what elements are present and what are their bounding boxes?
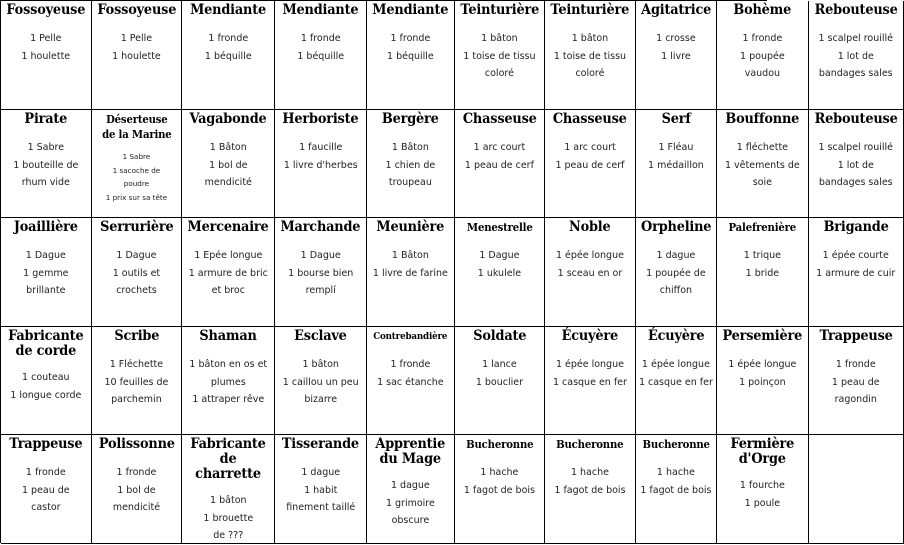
card-title: Shaman bbox=[199, 328, 257, 344]
card-item: castor bbox=[31, 502, 61, 513]
card-item: 1 Bâton bbox=[209, 142, 247, 153]
card-item: poudre bbox=[123, 179, 150, 188]
card-items bbox=[547, 30, 633, 83]
character-card bbox=[455, 110, 546, 218]
card-item: 1 scalpel rouillé bbox=[818, 33, 894, 44]
card-item: mendicité bbox=[112, 502, 161, 513]
card-item: 1 bouteille de bbox=[13, 159, 79, 171]
card-item: 1 peau de cerf bbox=[464, 159, 534, 171]
card-item: 1 poupée de bbox=[646, 267, 706, 279]
character-card bbox=[455, 435, 546, 544]
card-item: 1 scalpel rouillé bbox=[818, 142, 894, 153]
character-card bbox=[1, 110, 92, 218]
card-items bbox=[547, 464, 633, 499]
card-item: 1 poupée bbox=[740, 50, 785, 62]
card-item: 1 houlette bbox=[21, 50, 71, 62]
character-card bbox=[367, 218, 455, 327]
character-card bbox=[92, 218, 183, 327]
character-card bbox=[92, 327, 183, 435]
card-item: 1 bol de bbox=[209, 159, 248, 171]
card-item: coloré bbox=[575, 68, 605, 79]
card-items bbox=[719, 247, 806, 282]
character-card bbox=[809, 218, 904, 327]
card-item: 1 casque en fer bbox=[638, 376, 713, 388]
card-title: Mendiante bbox=[190, 2, 267, 18]
card-title: Fabricante de charrette bbox=[190, 436, 266, 482]
card-item: 1 Fléau bbox=[658, 142, 694, 153]
card-items bbox=[184, 139, 272, 192]
card-items bbox=[719, 356, 806, 391]
card-item: 1 sac étanche bbox=[377, 376, 444, 388]
card-item: 1 épée longue bbox=[641, 359, 710, 370]
card-title bbox=[814, 437, 897, 454]
character-card bbox=[92, 1, 183, 110]
character-card bbox=[275, 218, 367, 327]
card-title: Scribe bbox=[113, 328, 159, 344]
card-item: 1 bourse bien bbox=[288, 267, 354, 279]
card-item: ragondin bbox=[834, 394, 877, 405]
card-title: Contrebandière bbox=[373, 331, 448, 342]
character-card bbox=[809, 1, 904, 110]
card-item: 1 fagot de bois bbox=[463, 484, 535, 496]
card-item: 1 Dague bbox=[116, 250, 157, 261]
card-items bbox=[94, 150, 180, 204]
card-item: rhum vide bbox=[21, 177, 70, 188]
card-title: Serf bbox=[661, 111, 691, 127]
character-card bbox=[545, 1, 636, 110]
card-item: 1 bâton bbox=[571, 33, 609, 44]
card-items bbox=[3, 30, 89, 65]
card-items bbox=[638, 139, 714, 174]
card-items bbox=[94, 247, 180, 300]
card-title: Serrurière bbox=[99, 219, 174, 235]
card-items bbox=[369, 356, 452, 391]
card-title: Persemière bbox=[722, 328, 803, 344]
card-item: 1 Dague bbox=[25, 250, 66, 261]
character-card bbox=[1, 435, 92, 544]
card-title: Palefrenière bbox=[728, 221, 797, 234]
card-title: Polissonne bbox=[98, 436, 175, 452]
card-items bbox=[547, 356, 633, 391]
card-items bbox=[3, 369, 89, 404]
character-card bbox=[1, 1, 92, 110]
card-item: 1 couteau bbox=[22, 372, 70, 383]
card-item: parchemin bbox=[111, 394, 162, 405]
character-card bbox=[636, 218, 717, 327]
card-item: de ??? bbox=[213, 530, 244, 541]
card-title: Esclave bbox=[294, 328, 347, 344]
card-items bbox=[369, 139, 452, 192]
card-item: et broc bbox=[211, 285, 245, 296]
character-card bbox=[717, 435, 809, 544]
card-item: 1 béquille bbox=[387, 50, 434, 62]
card-item: 1 fronde bbox=[300, 33, 341, 44]
card-items bbox=[3, 139, 89, 192]
card-item: 1 fléchette bbox=[736, 142, 789, 153]
character-card bbox=[367, 110, 455, 218]
card-item: 1 arc court bbox=[564, 142, 616, 153]
card-item: bandages sales bbox=[818, 68, 893, 79]
card-title: Trappeuse bbox=[819, 328, 893, 344]
character-card bbox=[182, 1, 275, 110]
character-card bbox=[455, 1, 546, 110]
card-item: 1 fronde bbox=[208, 33, 249, 44]
card-item: 1 poinçon bbox=[739, 376, 786, 388]
card-items bbox=[184, 30, 272, 65]
card-item: crochets bbox=[116, 285, 157, 296]
card-item: remplí bbox=[305, 285, 336, 296]
character-card bbox=[367, 435, 455, 544]
card-items bbox=[277, 356, 364, 409]
character-card bbox=[809, 435, 904, 544]
card-item: 1 épée longue bbox=[555, 250, 624, 261]
card-title: Mercenaire bbox=[187, 219, 269, 235]
character-card bbox=[275, 110, 367, 218]
character-card bbox=[545, 435, 636, 544]
card-item: 1 bâton bbox=[481, 33, 518, 44]
card-item: bandages sales bbox=[818, 177, 893, 188]
card-item: 1 fagot de bois bbox=[640, 484, 712, 496]
card-item: 1 fronde bbox=[742, 33, 783, 44]
card-item: 1 houlette bbox=[112, 50, 161, 62]
card-title: Chasseuse bbox=[553, 111, 627, 127]
character-card bbox=[182, 218, 275, 327]
card-title: Rebouteuse bbox=[814, 111, 898, 127]
card-item: 1 lot de bbox=[837, 50, 874, 62]
card-item: 1 bâton en os et bbox=[189, 359, 268, 370]
card-items bbox=[638, 464, 714, 499]
card-item: 1 toise de tissu bbox=[463, 50, 536, 62]
card-title: Fabricante de corde bbox=[8, 328, 84, 359]
card-item: 1 grimoire bbox=[385, 497, 435, 509]
character-card bbox=[717, 327, 809, 435]
card-item: 1 épée longue bbox=[555, 359, 624, 370]
card-items bbox=[457, 356, 543, 391]
card-item: 1 armure de cuir bbox=[816, 267, 896, 279]
card-item: 1 Fléchette bbox=[109, 359, 164, 370]
character-card bbox=[367, 327, 455, 435]
card-items bbox=[3, 247, 89, 300]
character-card bbox=[636, 1, 717, 110]
card-item: 1 hache bbox=[480, 467, 519, 478]
card-items bbox=[638, 30, 714, 65]
character-card bbox=[545, 218, 636, 327]
card-item: 1 médaillon bbox=[648, 159, 704, 171]
card-item: 1 Bâton bbox=[391, 142, 429, 153]
card-items bbox=[638, 356, 714, 391]
card-item: 1 bride bbox=[745, 267, 780, 279]
card-item: 1 outils et bbox=[112, 267, 161, 279]
card-item: 1 attraper rêve bbox=[192, 394, 265, 405]
card-title: Teinturière bbox=[550, 2, 630, 18]
card-title: Herboriste bbox=[282, 111, 359, 127]
card-title: Fermière d'Orge bbox=[730, 436, 795, 467]
character-card bbox=[275, 435, 367, 544]
card-item: 1 prix sur sa tête bbox=[105, 192, 168, 202]
card-item: 1 Sabre bbox=[27, 142, 65, 153]
card-item: 1 peau de bbox=[831, 376, 880, 388]
character-card bbox=[717, 110, 809, 218]
card-title: Joaillière bbox=[13, 219, 78, 235]
card-item: 1 bouclier bbox=[475, 376, 523, 388]
card-item: 1 hache bbox=[570, 467, 609, 478]
card-items bbox=[457, 247, 543, 282]
card-items bbox=[811, 139, 901, 192]
card-item: 1 crosse bbox=[656, 33, 696, 44]
character-card bbox=[1, 218, 92, 327]
card-item: 1 fagot de bois bbox=[554, 484, 626, 496]
card-item: 1 béquille bbox=[297, 50, 345, 62]
card-title: Chasseuse bbox=[462, 111, 537, 127]
character-card bbox=[717, 1, 809, 110]
character-card bbox=[1, 327, 92, 435]
card-title: Menestrelle bbox=[466, 221, 533, 234]
card-title: Mendiante bbox=[282, 2, 359, 18]
card-item: obscure bbox=[391, 515, 430, 526]
character-card bbox=[545, 110, 636, 218]
card-items bbox=[719, 477, 806, 512]
card-item: 1 dague bbox=[390, 480, 430, 491]
card-items bbox=[547, 139, 633, 174]
card-item: 1 sacoche de bbox=[112, 165, 161, 175]
card-title: Fossoyeuse bbox=[97, 2, 176, 18]
card-item: 1 Epée longue bbox=[194, 250, 263, 261]
character-card bbox=[367, 1, 455, 110]
character-card bbox=[275, 1, 367, 110]
card-title: Mendiante bbox=[372, 2, 449, 18]
card-title: Marchande bbox=[280, 219, 361, 235]
card-item: finement taillé bbox=[286, 502, 356, 513]
card-title: Écuyère bbox=[561, 328, 619, 344]
card-item: chiffon bbox=[659, 285, 693, 296]
character-card bbox=[455, 218, 546, 327]
card-item: 1 arc court bbox=[473, 142, 526, 153]
card-items bbox=[719, 139, 806, 192]
character-card bbox=[809, 110, 904, 218]
card-items bbox=[638, 247, 714, 300]
card-title: Noble bbox=[569, 219, 611, 235]
card-item: 1 chien de bbox=[385, 159, 436, 171]
card-item: 1 habit bbox=[304, 484, 338, 496]
card-item: 1 peau de cerf bbox=[555, 159, 625, 171]
card-title: Trappeuse bbox=[9, 436, 83, 452]
card-item: 1 hache bbox=[656, 467, 695, 478]
card-title: Tisserande bbox=[282, 436, 360, 452]
card-title: Pirate bbox=[24, 111, 68, 127]
card-item: 1 ukulele bbox=[477, 267, 522, 279]
card-item: 1 Sabre bbox=[122, 152, 151, 161]
card-items bbox=[277, 247, 364, 300]
card-item: 1 fronde bbox=[835, 359, 876, 370]
card-item: 1 fronde bbox=[390, 33, 431, 44]
card-item: brillante bbox=[26, 285, 66, 296]
card-item: 1 livre d'herbes bbox=[283, 159, 358, 171]
card-title: Bergère bbox=[381, 111, 439, 127]
card-item: 1 caillou un peu bbox=[282, 376, 359, 388]
card-item: 1 brouette bbox=[203, 512, 254, 524]
character-card bbox=[636, 110, 717, 218]
card-item: 1 trique bbox=[743, 250, 781, 261]
card-item: 1 lance bbox=[482, 359, 517, 370]
card-items bbox=[457, 464, 543, 499]
card-items bbox=[94, 356, 180, 409]
card-item: 1 fronde bbox=[25, 467, 66, 478]
character-card bbox=[636, 435, 717, 544]
card-items bbox=[369, 477, 452, 530]
card-title: Teinturière bbox=[460, 2, 539, 18]
card-item: 1 peau de bbox=[21, 484, 70, 496]
card-item: 1 livre de farine bbox=[372, 267, 448, 279]
character-card bbox=[545, 327, 636, 435]
card-item: 1 bâton bbox=[302, 359, 339, 370]
card-title: Déserteuse de la Marine bbox=[101, 113, 172, 141]
card-title: Rebouteuse bbox=[814, 2, 898, 18]
card-items bbox=[811, 247, 901, 282]
card-items bbox=[457, 139, 543, 174]
character-card bbox=[809, 327, 904, 435]
card-item: 1 Pelle bbox=[30, 33, 62, 44]
card-item: 1 dague bbox=[301, 467, 341, 478]
card-items bbox=[277, 464, 364, 517]
character-card bbox=[182, 327, 275, 435]
card-item: 1 épée courte bbox=[822, 250, 889, 261]
character-card bbox=[455, 327, 546, 435]
card-item: 1 fronde bbox=[116, 467, 157, 478]
card-item: 1 Pelle bbox=[120, 33, 153, 44]
card-item: 1 Bâton bbox=[391, 250, 429, 261]
card-item: 1 gemme bbox=[23, 267, 69, 279]
card-item: 1 livre bbox=[661, 50, 691, 62]
card-title: Écuyère bbox=[647, 328, 705, 344]
card-title: Agitatrice bbox=[640, 2, 711, 18]
character-card bbox=[275, 327, 367, 435]
card-item: mendicité bbox=[204, 177, 252, 188]
card-item: 1 épée longue bbox=[728, 359, 797, 370]
card-item: 1 lot de bbox=[837, 159, 874, 171]
card-item: 1 poule bbox=[744, 497, 781, 509]
card-item: 1 armure de bric bbox=[188, 267, 268, 279]
card-item: 1 béquille bbox=[204, 50, 252, 62]
card-items bbox=[719, 30, 806, 83]
card-title: Bohème bbox=[733, 2, 792, 18]
card-items bbox=[457, 30, 543, 83]
card-title: Bucheronne bbox=[465, 438, 534, 451]
card-items bbox=[369, 247, 452, 282]
card-item: 1 casque en fer bbox=[552, 376, 627, 388]
character-card bbox=[636, 327, 717, 435]
card-item: 1 Dague bbox=[300, 250, 341, 261]
card-item: vaudou bbox=[744, 68, 781, 79]
character-card bbox=[182, 110, 275, 218]
character-card bbox=[182, 435, 275, 544]
card-items bbox=[3, 464, 89, 517]
card-title: Meunière bbox=[376, 219, 445, 235]
card-items bbox=[369, 30, 452, 65]
card-title: Bucheronne bbox=[642, 438, 710, 451]
card-title: Bucheronne bbox=[556, 438, 624, 451]
card-items bbox=[811, 356, 901, 409]
card-title: Apprentie du Mage bbox=[375, 436, 446, 467]
card-items bbox=[184, 247, 272, 300]
card-title: Bouffonne bbox=[725, 111, 800, 127]
card-title: Fossoyeuse bbox=[6, 2, 86, 18]
card-item: 1 fronde bbox=[390, 359, 431, 370]
card-item: 1 toise de tissu bbox=[553, 50, 627, 62]
card-item: 1 bâton bbox=[210, 495, 247, 506]
card-item: 1 bol de bbox=[117, 484, 156, 496]
card-item: plumes bbox=[210, 376, 246, 388]
card-item: 1 fourche bbox=[739, 480, 785, 491]
card-items bbox=[811, 30, 901, 83]
card-item: 1 dague bbox=[656, 250, 696, 261]
character-card bbox=[717, 218, 809, 327]
card-items bbox=[184, 356, 272, 409]
card-item: 1 longue corde bbox=[10, 389, 82, 401]
card-item: 1 Dague bbox=[479, 250, 520, 261]
card-items bbox=[94, 30, 180, 65]
card-item: coloré bbox=[484, 68, 514, 79]
card-item: bizarre bbox=[304, 394, 338, 405]
card-item: troupeau bbox=[388, 177, 432, 188]
card-item: 1 faucille bbox=[299, 142, 343, 153]
card-title: Brigande bbox=[823, 219, 889, 235]
character-card bbox=[92, 110, 183, 218]
card-title: Orpheline bbox=[640, 219, 712, 235]
card-items bbox=[277, 30, 364, 65]
card-items bbox=[94, 464, 180, 517]
card-title: Soldate bbox=[472, 328, 526, 344]
card-item: 1 vêtements de bbox=[724, 159, 800, 171]
card-item: 1 sceau en or bbox=[557, 267, 623, 279]
card-items bbox=[547, 247, 633, 282]
character-card bbox=[92, 435, 183, 544]
card-item: 10 feuilles de bbox=[104, 376, 169, 388]
card-items bbox=[184, 492, 272, 545]
card-title: Vagabonde bbox=[189, 111, 267, 127]
card-item: soie bbox=[752, 177, 772, 188]
card-items bbox=[277, 139, 364, 174]
